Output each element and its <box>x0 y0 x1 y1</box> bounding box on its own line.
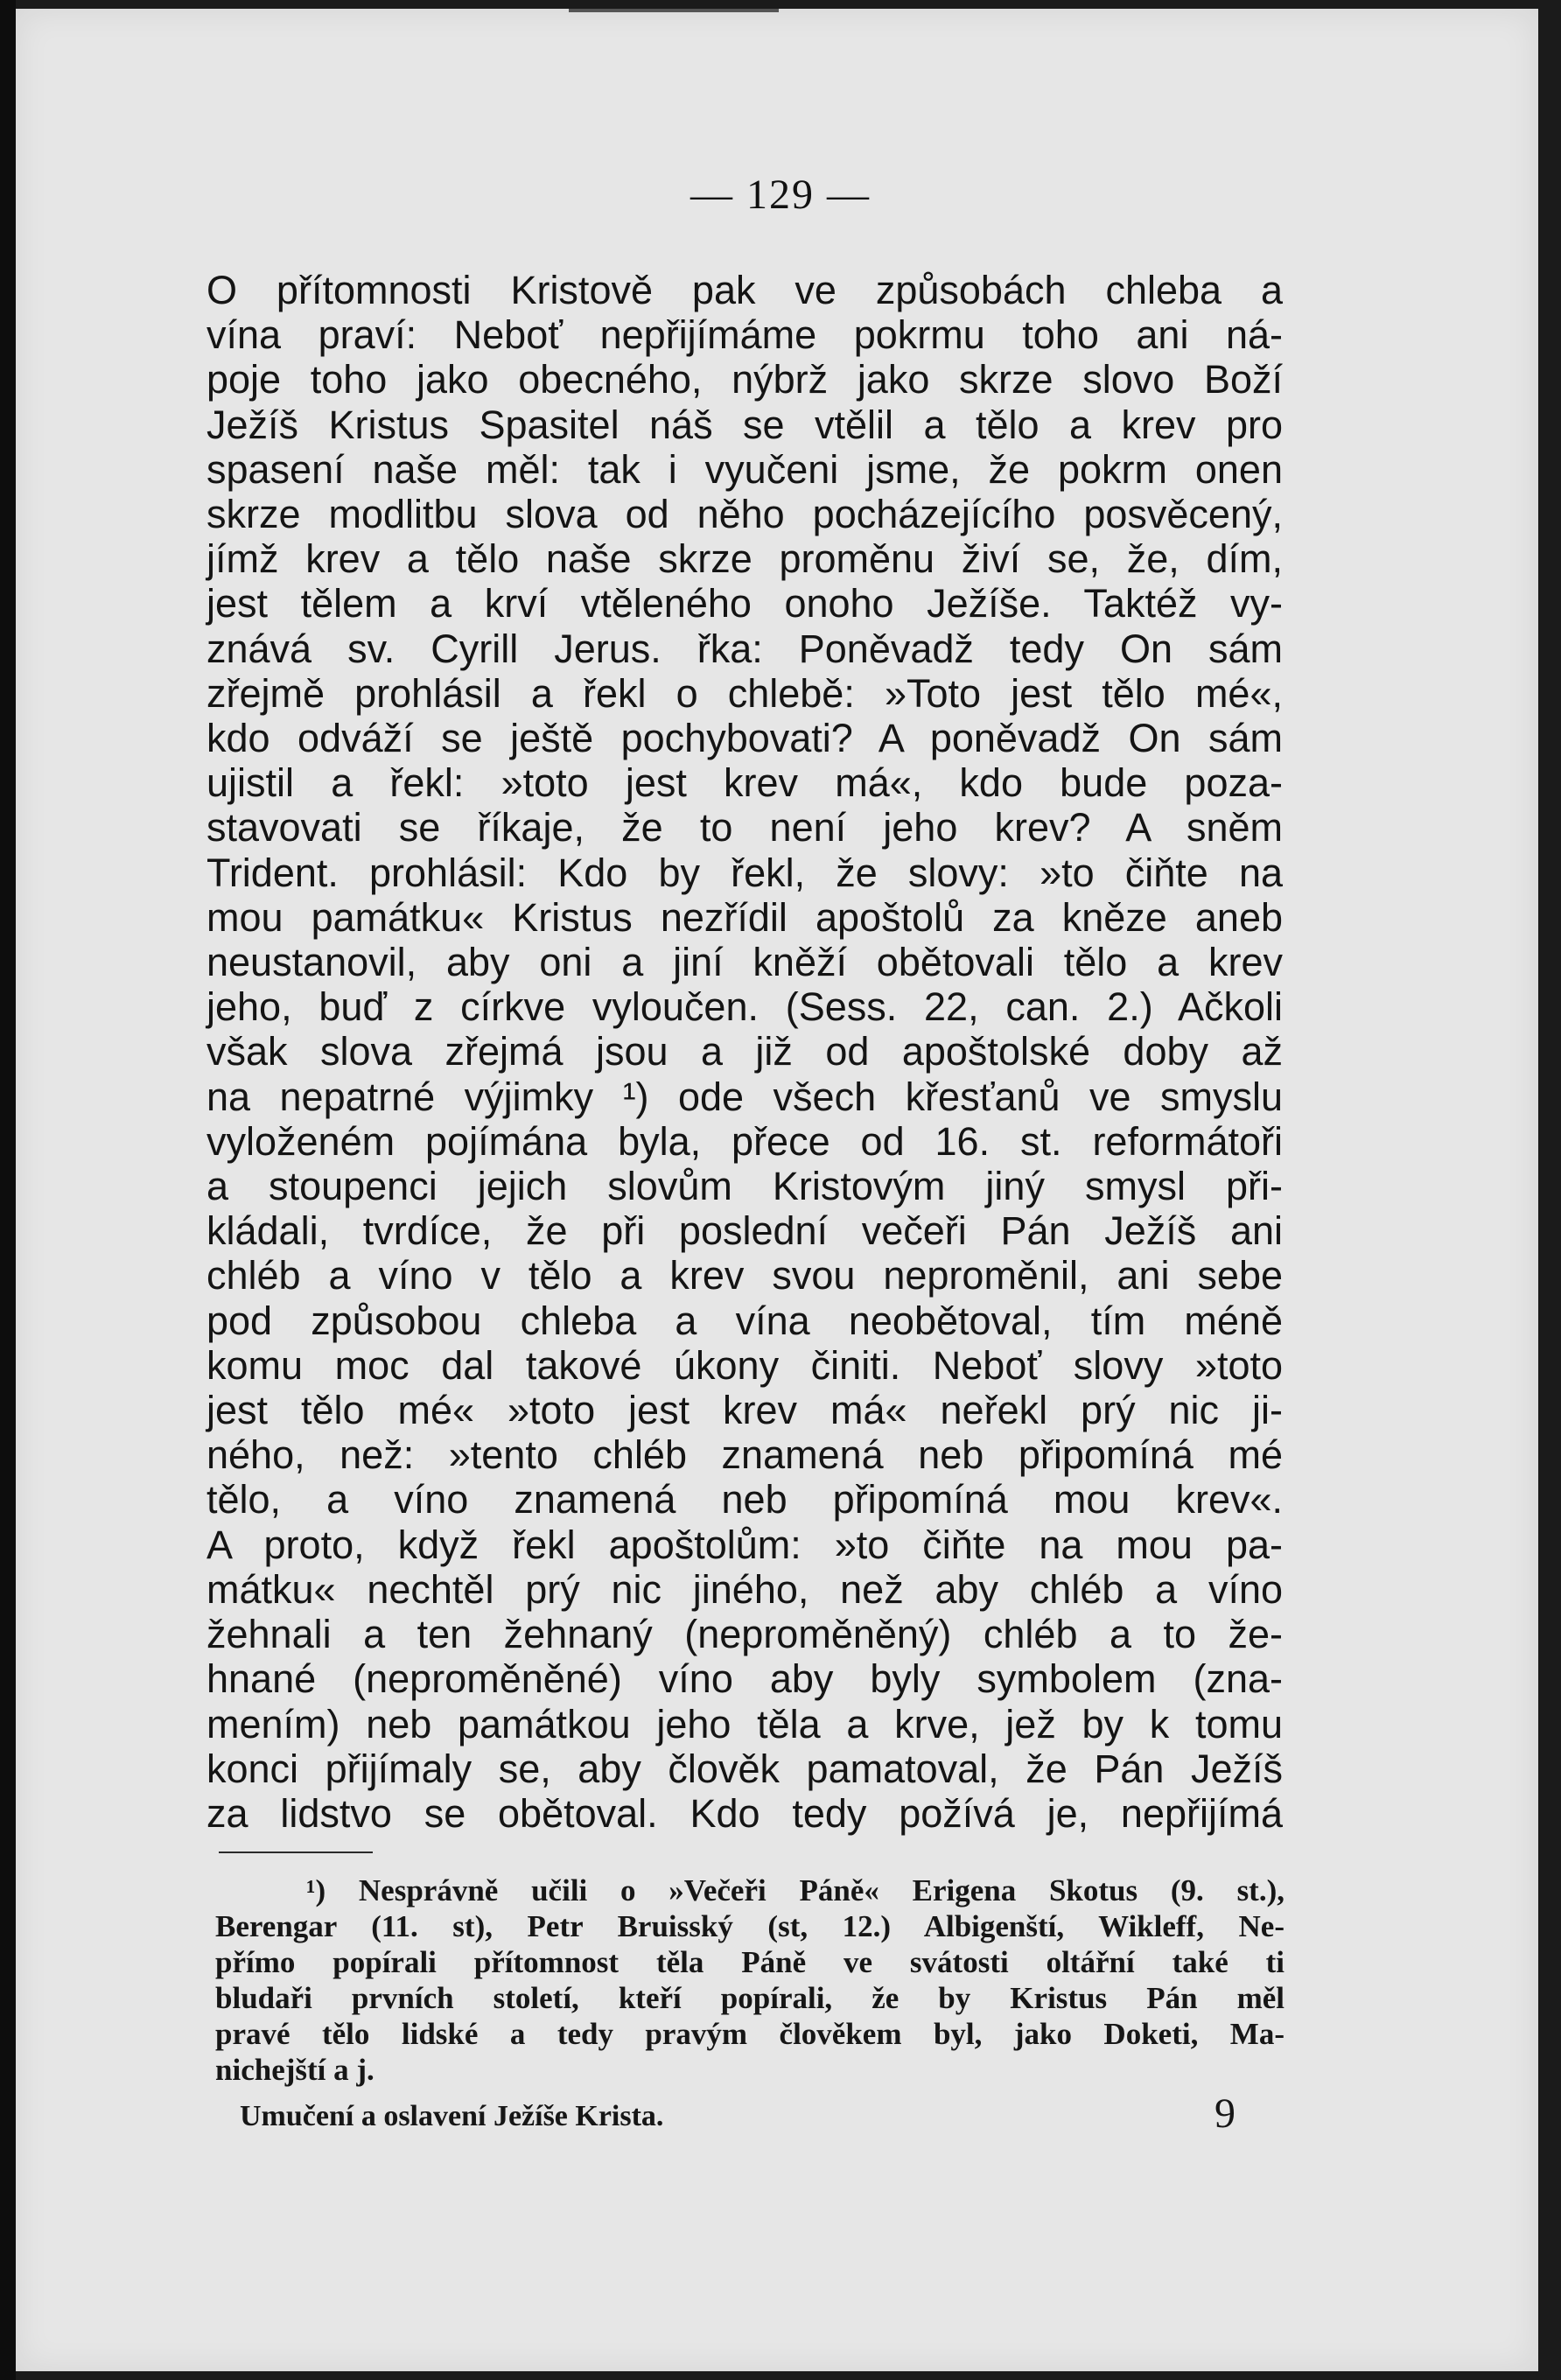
body-line: skrze modlitbu slova od něho pocházejícího posvěcený, <box>206 492 1283 537</box>
body-line: stavovati se říkaje, že to není jeho krev? A sněm <box>206 805 1283 850</box>
body-text <box>206 268 1283 1836</box>
body-line: chléb a víno v tělo a krev svou neproměnil, ani sebe <box>206 1253 1283 1298</box>
body-line: vyloženém pojímána byla, přece od 16. st. reformátoři <box>206 1118 1283 1164</box>
body-line: mou památku« Kristus nezřídil apoštolů za kněze aneb <box>206 894 1283 940</box>
body-line: však slova zřejmá jsou a již od apoštolské doby až <box>206 1029 1283 1074</box>
footnote-line: pravé tělo lidské a tedy pravým člověkem byl, jako Doketi, Ma- <box>215 2017 1284 2051</box>
body-line: vína praví: Neboť nepřijímáme pokrmu toho ani ná- <box>206 312 1283 358</box>
body-line: ného, než: »tento chléb znamená neb připomíná mé <box>206 1432 1283 1478</box>
footnote-rule <box>219 1852 373 1853</box>
body-line: na nepatrné výjimky ¹) ode všech křesťanů ve smyslu <box>206 1074 1283 1119</box>
body-line: ujistil a řekl: »toto jest krev má«, kdo bude poza- <box>206 760 1283 806</box>
footnote-line: Berengar (11. st), Petr Bruisský (st, 12.) Albigenští, Wikleff, Ne- <box>215 1909 1284 1943</box>
body-line: Ježíš Kristus Spasitel náš se vtělil a tělo a krev pro <box>206 402 1283 447</box>
body-line: jest tělem a krví vtěleného onoho Ježíše. Taktéž vy- <box>206 581 1283 626</box>
body-line: jímž krev a tělo naše skrze proměnu živí se, že, dím, <box>206 536 1283 582</box>
body-line: za lidstvo se obětoval. Kdo tedy požívá je, nepřijímá <box>206 1790 1283 1836</box>
body-line: poje toho jako obecného, nýbrž jako skrze slovo Boží <box>206 357 1283 402</box>
body-line: jest tělo mé« »toto jest krev má« neřekl prý nic ji- <box>206 1388 1283 1433</box>
body-line: žehnali a ten žehnaný (neproměněný) chléb a to že- <box>206 1612 1283 1657</box>
footnote <box>215 1872 1284 2088</box>
footer-signature-mark: 9 <box>1214 2090 1236 2137</box>
page-number: — 129 — <box>690 172 871 218</box>
footnote-line: přímo popírali přítomnost těla Páně ve svátosti oltářní také ti <box>215 1945 1284 1979</box>
footnote-line: ¹) Nesprávně učili o »Večeři Páně« Erigena Skotus (9. st.), <box>306 1873 1284 1908</box>
body-line: Trident. prohlásil: Kdo by řekl, že slovy: »to čiňte na <box>206 850 1283 895</box>
page-top-mark <box>569 9 779 12</box>
body-line: spasení naše měl: tak i vyučeni jsme, že pokrm onen <box>206 446 1283 492</box>
body-line: pod způsobou chleba a vína neobětoval, tím méně <box>206 1298 1283 1343</box>
body-line: zřejmě prohlásil a řekl o chlebě: »Toto jest tělo mé«, <box>206 670 1283 716</box>
body-line: a stoupenci jejich slovům Kristovým jiný smysl při- <box>206 1164 1283 1209</box>
body-line: neustanovil, aby oni a jiní kněží obětovali tělo a krev <box>206 940 1283 985</box>
body-line: mátku« nechtěl prý nic jiného, než aby chléb a víno <box>206 1566 1283 1612</box>
footer-book-title: Umučení a oslavení Ježíše Krista. <box>240 2100 664 2132</box>
body-line: konci přijímaly se, aby člověk pamatoval, že Pán Ježíš <box>206 1746 1283 1791</box>
body-line: tělo, a víno znamená neb připomíná mou krev«. <box>206 1477 1283 1522</box>
footnote-line: bludaři prvních století, kteří popírali, že by Kristus Pán měl <box>215 1981 1284 2015</box>
body-line: jeho, buď z církve vyloučen. (Sess. 22, can. 2.) Ačkoli <box>206 984 1283 1030</box>
body-line: O přítomnosti Kristově pak ve způsobách chleba a <box>206 268 1283 312</box>
body-line: hnané (neproměněné) víno aby byly symbolem (zna- <box>206 1656 1283 1702</box>
binding-edge <box>0 0 16 2380</box>
body-line: A proto, když řekl apoštolům: »to čiňte na mou pa- <box>206 1522 1283 1567</box>
body-line: komu moc dal takové úkony činiti. Neboť slovy »toto <box>206 1342 1283 1388</box>
body-line: kládali, tvrdíce, že při poslední večeři Pán Ježíš ani <box>206 1208 1283 1254</box>
footnote-line: nichejští a j. <box>215 2053 374 2087</box>
body-line: mením) neb památkou jeho těla a krve, jež by k tomu <box>206 1701 1283 1746</box>
body-line: znává sv. Cyrill Jerus. řka: Poněvadž tedy On sám <box>206 626 1283 671</box>
body-line: kdo odváží se ještě pochybovati? A poněvadž On sám <box>206 716 1283 761</box>
